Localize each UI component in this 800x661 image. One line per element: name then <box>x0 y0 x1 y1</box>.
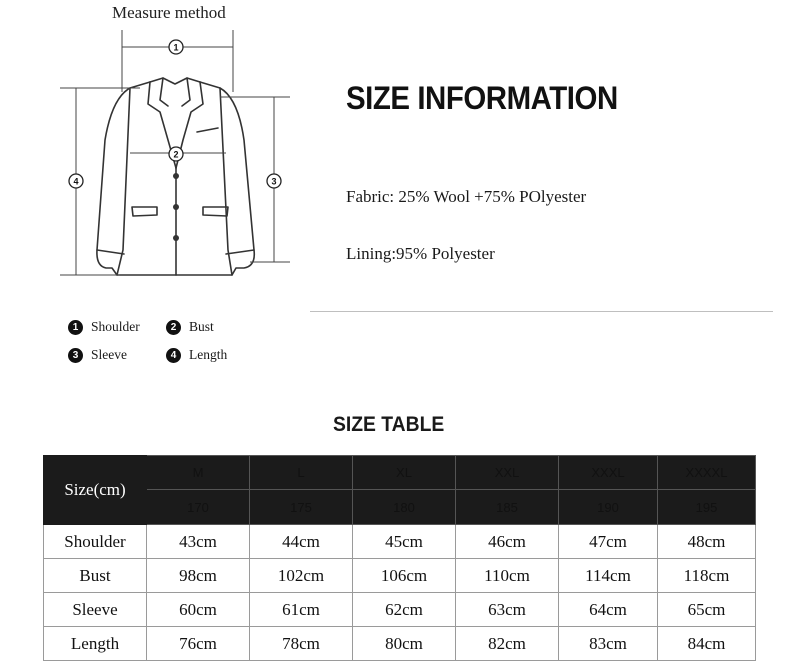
table-height-row <box>44 490 756 525</box>
legend-label: Length <box>189 347 228 362</box>
table-cell: 45cm <box>353 525 456 559</box>
number-2-icon: 2 <box>166 320 181 335</box>
divider <box>310 311 773 312</box>
size-label: XL <box>353 456 456 490</box>
height-label: 175 <box>250 490 353 525</box>
table-cell: 62cm <box>353 593 456 627</box>
height-label: 195 <box>658 490 756 525</box>
table-cell: 76cm <box>147 627 250 661</box>
table-cell: 44cm <box>250 525 353 559</box>
table-row <box>44 627 756 661</box>
size-table-heading: SIZE TABLE <box>333 413 445 436</box>
legend-item-shoulder <box>68 319 166 335</box>
size-label: XXL <box>456 456 559 490</box>
size-label: XXXXL <box>658 456 756 490</box>
table-cell: 46cm <box>456 525 559 559</box>
row-label-shoulder: Shoulder <box>44 525 147 559</box>
size-label: M <box>147 456 250 490</box>
number-4-icon: 4 <box>166 348 181 363</box>
legend-item-sleeve <box>68 347 166 363</box>
table-cell: 65cm <box>658 593 756 627</box>
size-table <box>43 455 756 661</box>
table-cell: 98cm <box>147 559 250 593</box>
legend-label: Bust <box>189 319 214 334</box>
size-label: L <box>250 456 353 490</box>
legend-item-length <box>166 347 227 363</box>
row-label-length: Length <box>44 627 147 661</box>
number-3-icon: 3 <box>68 348 83 363</box>
table-cell: 48cm <box>658 525 756 559</box>
table-cell: 110cm <box>456 559 559 593</box>
table-cell: 61cm <box>250 593 353 627</box>
table-cell: 80cm <box>353 627 456 661</box>
marker-2: 2 <box>173 149 179 160</box>
marker-3: 3 <box>271 176 277 187</box>
table-cell: 102cm <box>250 559 353 593</box>
table-cell: 82cm <box>456 627 559 661</box>
row-label-bust: Bust <box>44 559 147 593</box>
table-cell: 106cm <box>353 559 456 593</box>
table-cell: 43cm <box>147 525 250 559</box>
table-cell: 47cm <box>559 525 658 559</box>
table-cell: 64cm <box>559 593 658 627</box>
marker-1: 1 <box>173 42 179 53</box>
table-cell: 118cm <box>658 559 756 593</box>
height-label: 190 <box>559 490 658 525</box>
table-cell: 78cm <box>250 627 353 661</box>
height-label: 180 <box>353 490 456 525</box>
number-1-icon: 1 <box>68 320 83 335</box>
legend-label: Sleeve <box>91 347 127 362</box>
height-label: 185 <box>456 490 559 525</box>
table-cell: 63cm <box>456 593 559 627</box>
row-label-sleeve: Sleeve <box>44 593 147 627</box>
table-row <box>44 593 756 627</box>
size-information-heading: SIZE INFORMATION <box>346 80 618 116</box>
marker-4: 4 <box>73 176 79 187</box>
legend-label: Shoulder <box>91 319 140 334</box>
table-cell: 83cm <box>559 627 658 661</box>
table-cell: 60cm <box>147 593 250 627</box>
height-label: 170 <box>147 490 250 525</box>
table-row <box>44 525 756 559</box>
table-header-row <box>44 456 756 490</box>
table-cell: 114cm <box>559 559 658 593</box>
size-column-header: Size(cm) <box>44 456 147 525</box>
size-label: XXXL <box>559 456 658 490</box>
measurement-legend <box>68 313 227 369</box>
fabric-composition: Fabric: 25% Wool +75% POlyester <box>346 187 587 206</box>
table-row <box>44 559 756 593</box>
legend-item-bust <box>166 319 214 335</box>
jacket-measurement-diagram <box>55 25 295 285</box>
lining-composition: Lining:95% Polyester <box>346 244 495 263</box>
measure-method-title: Measure method <box>112 3 226 22</box>
table-cell: 84cm <box>658 627 756 661</box>
